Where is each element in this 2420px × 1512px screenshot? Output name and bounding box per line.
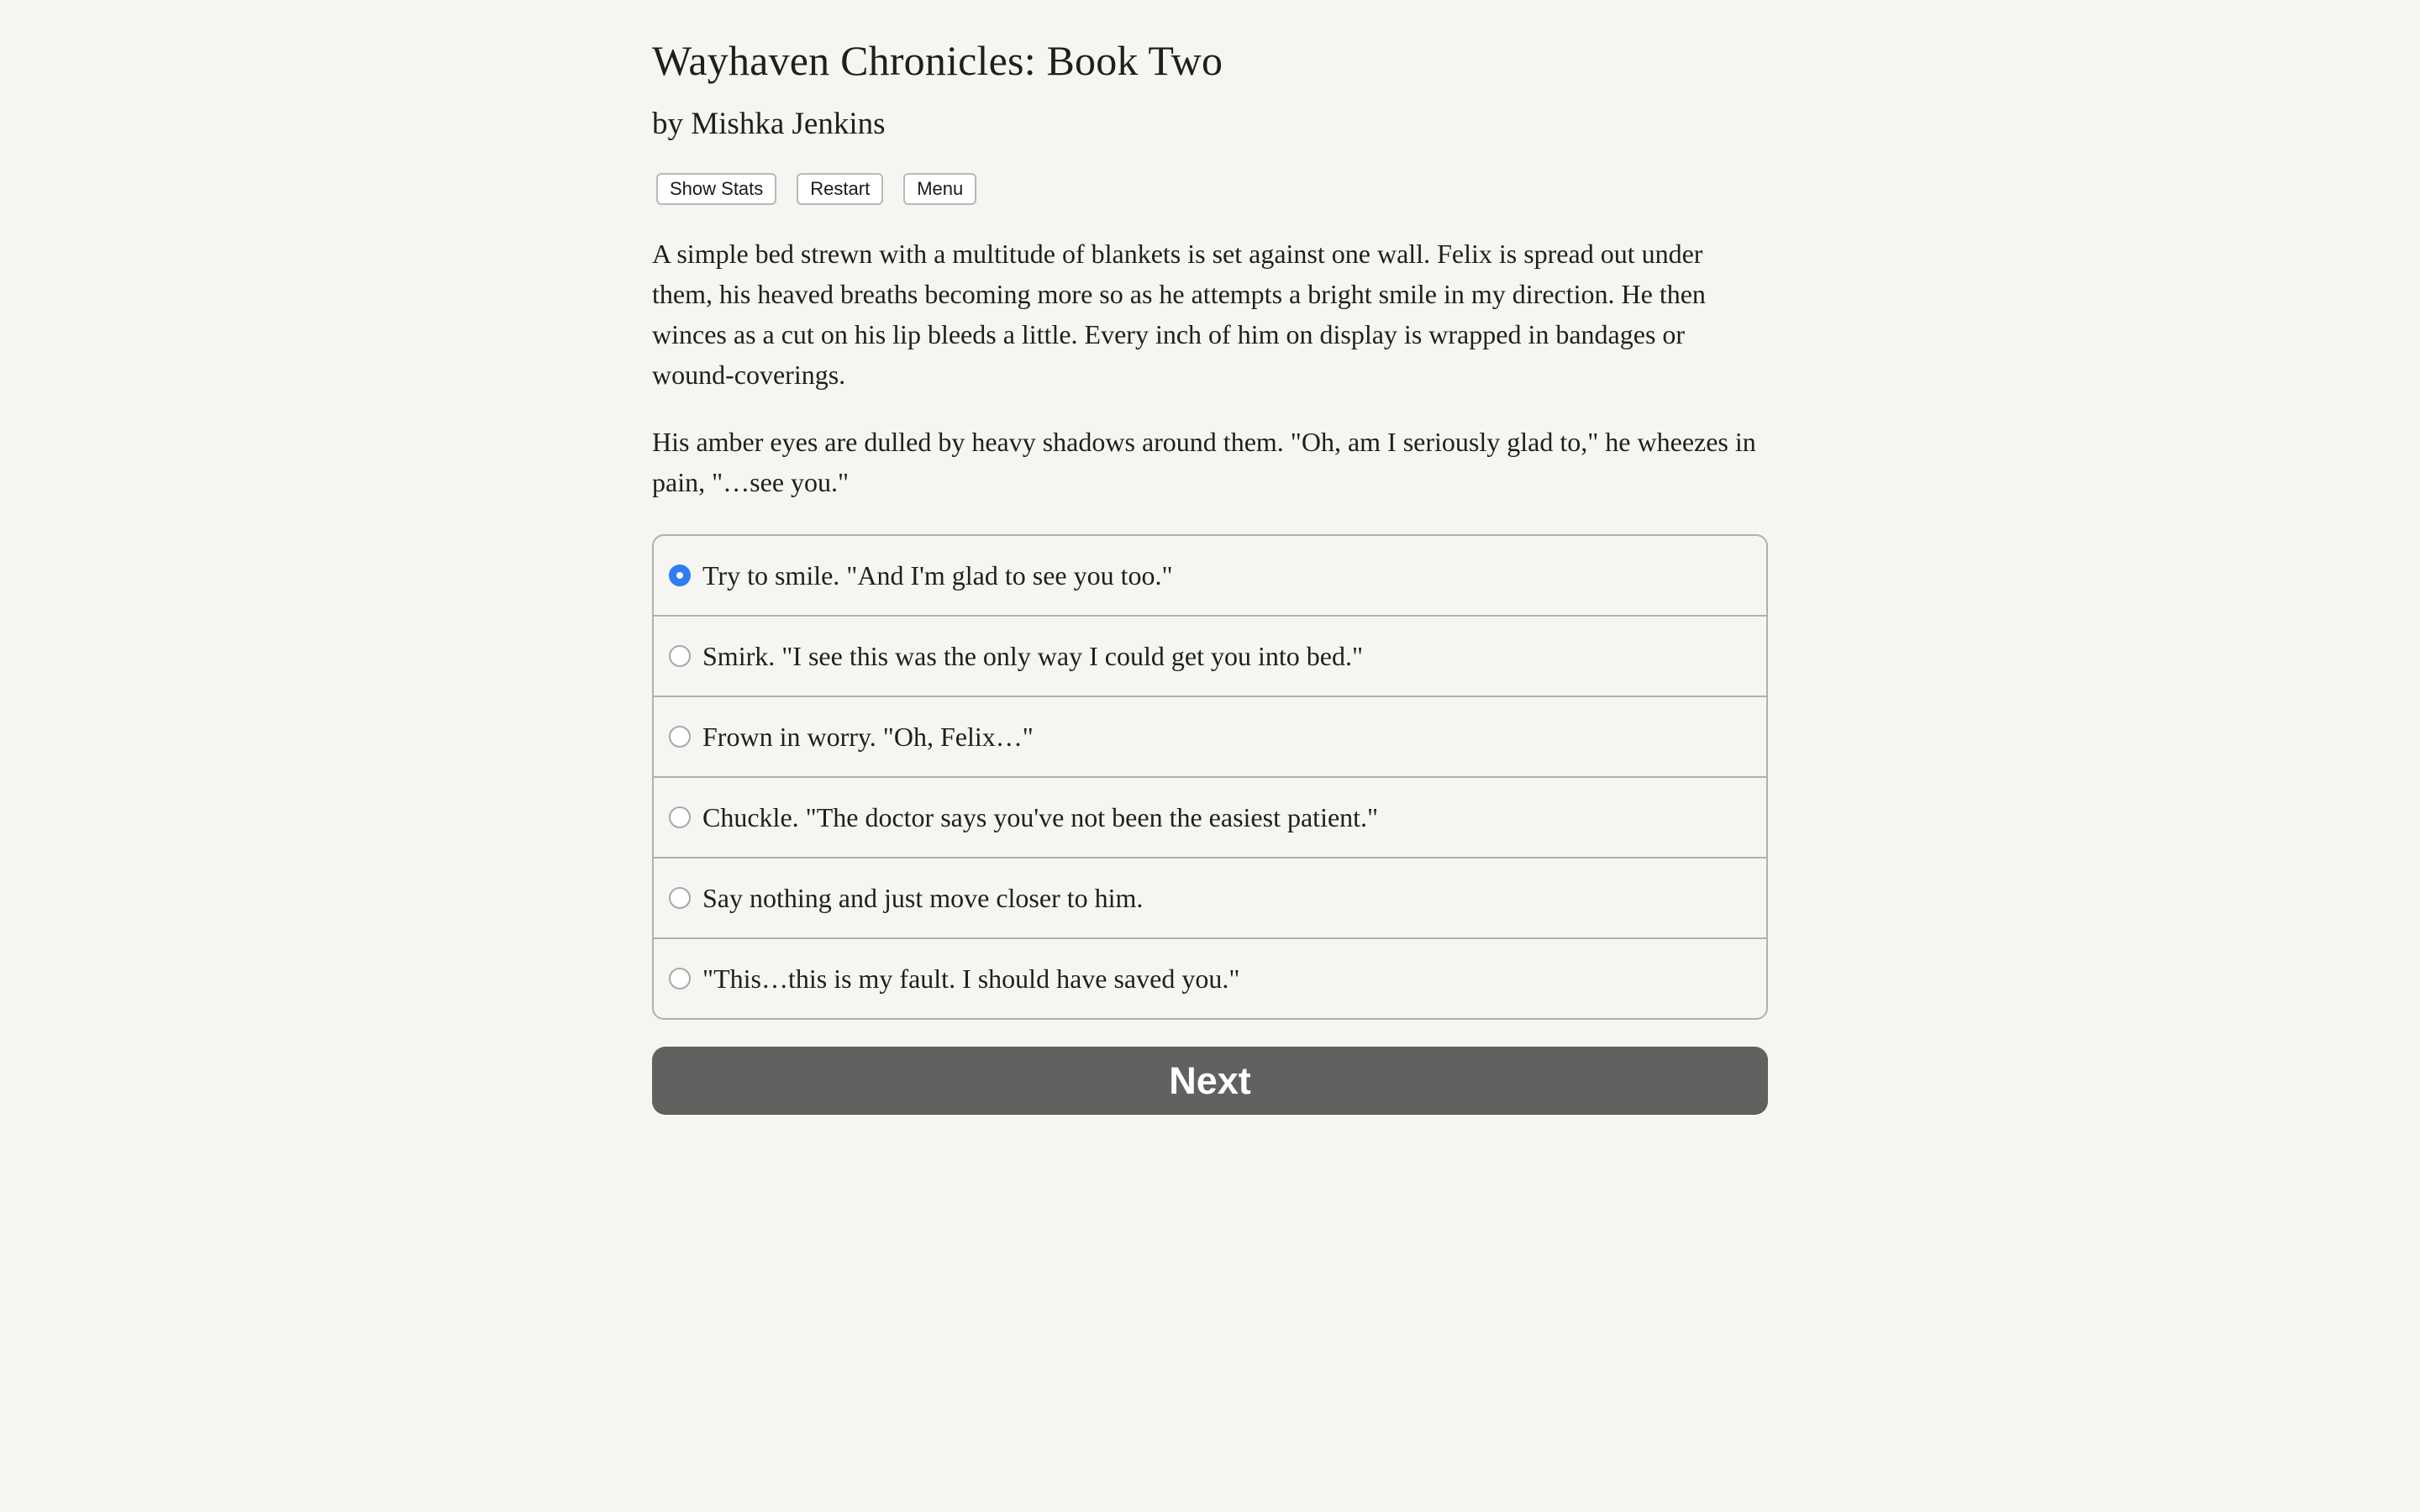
choice-option[interactable] — [654, 696, 1766, 776]
radio-unselected-icon[interactable] — [669, 968, 691, 990]
game-container — [652, 34, 1768, 1114]
choice-list — [652, 534, 1768, 1020]
choice-label: Try to smile. "And I'm glad to see you too." — [702, 560, 1173, 591]
game-title: Wayhaven Chronicles: Book Two — [652, 37, 1223, 84]
choice-option[interactable] — [654, 857, 1766, 937]
choice-label: Say nothing and just move closer to him. — [702, 883, 1144, 913]
radio-selected-icon[interactable] — [669, 564, 691, 586]
choice-option[interactable] — [654, 937, 1766, 1018]
author-byline: by Mishka Jenkins — [652, 107, 886, 141]
story-paragraph: His amber eyes are dulled by heavy shadows around them. "Oh, am I seriously glad to," he wheezes in pain, "…see you." — [652, 427, 1756, 497]
radio-unselected-icon[interactable] — [669, 726, 691, 748]
toolbar — [652, 173, 1768, 205]
choice-option[interactable] — [654, 536, 1766, 615]
choice-label: Chuckle. "The doctor says you've not been the easiest patient." — [702, 802, 1379, 832]
choice-option[interactable] — [654, 615, 1766, 696]
choice-label: "This…this is my fault. I should have saved you." — [702, 963, 1240, 994]
story-paragraph: A simple bed strewn with a multitude of blankets is set against one wall. Felix is spread out under them, his heaved breaths becoming more so as he attempts a bright smile in my direction. He then winces as a cut on his lip bleeds a little. Every inch of him on display is wrapped in bandages or wound-coverings. — [652, 239, 1706, 390]
restart-button[interactable]: Restart — [797, 173, 883, 205]
menu-button[interactable]: Menu — [903, 173, 976, 205]
radio-unselected-icon[interactable] — [669, 887, 691, 909]
show-stats-button[interactable]: Show Stats — [656, 173, 776, 205]
radio-unselected-icon[interactable] — [669, 645, 691, 667]
choice-label: Smirk. "I see this was the only way I could get you into bed." — [702, 641, 1363, 671]
choice-label: Frown in worry. "Oh, Felix…" — [702, 722, 1034, 752]
next-button[interactable]: Next — [652, 1047, 1768, 1114]
radio-unselected-icon[interactable] — [669, 806, 691, 828]
choice-option[interactable] — [654, 776, 1766, 857]
